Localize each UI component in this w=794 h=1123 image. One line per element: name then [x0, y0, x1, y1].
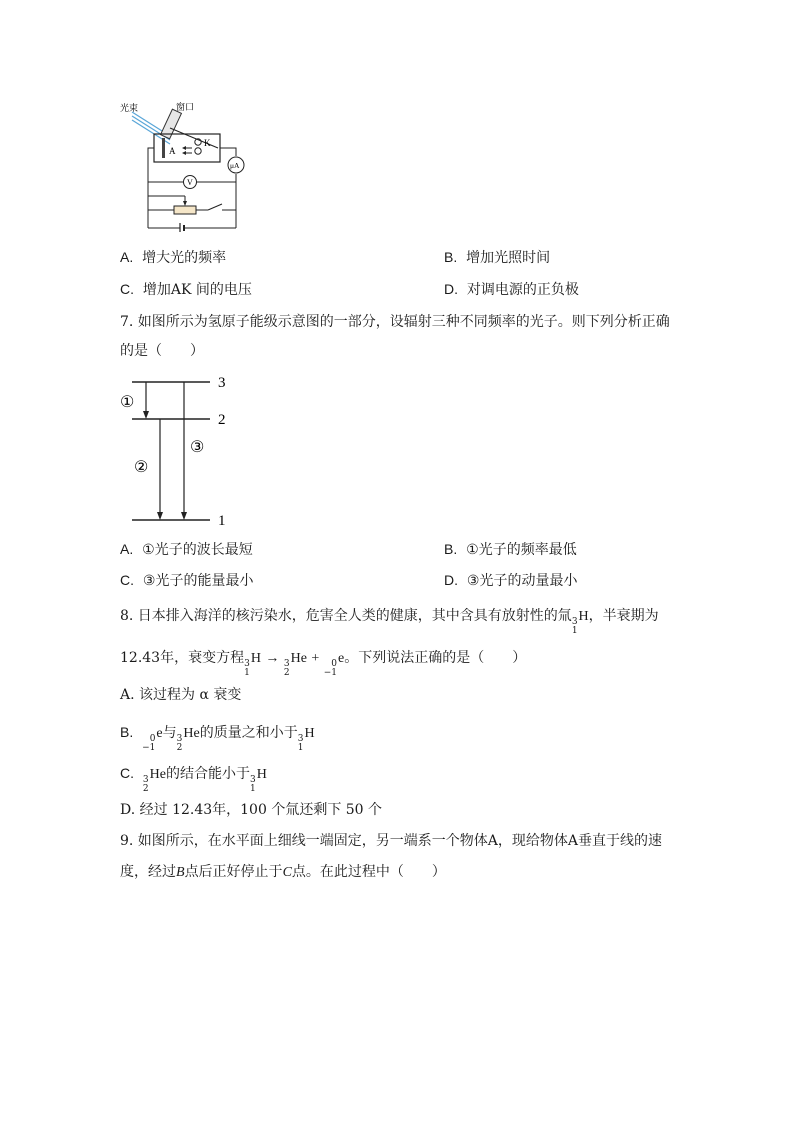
option-letter: D.	[444, 281, 458, 297]
q7-stem-line1: 7. 如图所示为氢原子能级示意图的一部分，设辐射三种不同频率的光子。则下列分析正确	[120, 314, 670, 330]
transition-label-2: ②	[134, 459, 149, 476]
q8-stem-line2: 12.43年，衰变方程 3 1 H → 3 2 He + 0 −1 e。下列说法正确的是（ ）	[120, 650, 527, 678]
q6-option-a[interactable]	[120, 247, 226, 268]
label-anode: A	[169, 146, 176, 156]
option-letter: C.	[120, 572, 134, 588]
option-text: ③光子的动量最小	[466, 573, 578, 589]
q8-option-c[interactable]: C. 3 2 He的结合能小于 3 1 H	[120, 765, 267, 794]
q8-line1-post: ，半衰期为	[588, 608, 659, 624]
option-letter: C.	[120, 281, 134, 297]
transition-label-3: ③	[190, 439, 205, 456]
label-light-beam: 光束	[120, 103, 139, 113]
label-ammeter: μA	[230, 161, 240, 170]
q6-option-b[interactable]	[444, 247, 550, 268]
q8-line1-pre: 8. 日本排入海洋的核污染水，危害全人类的健康，其中含具有放射性的氚	[120, 608, 572, 624]
energy-level-diagram	[118, 372, 238, 528]
q7-option-d[interactable]	[444, 570, 577, 591]
tritium-nuclide: 3 1	[571, 617, 578, 636]
option-text: ①光子的波长最短	[142, 542, 253, 558]
q8-stem-line1: 8. 日本排入海洋的核污染水，危害全人类的健康，其中含具有放射性的氚 3 1 H，半衰期为	[120, 608, 659, 636]
q8-option-a[interactable]: A. 该过程为 α 衰变	[120, 687, 242, 703]
label-window: 窗口	[176, 102, 195, 112]
photoelectric-circuit-figure	[118, 98, 258, 232]
point-B: B	[176, 865, 185, 880]
label-voltmeter: V	[187, 178, 193, 187]
q8-option-d[interactable]: D. 经过 12.43年，100 个氚还剩下 50 个	[120, 802, 383, 818]
q8-option-b[interactable]: B. 0 −1 e与 3 2 He的质量之和小于 3 1 H	[120, 724, 315, 753]
option-letter: D.	[444, 572, 458, 588]
q8-line2-pre: 12.43年，衰变方程	[120, 650, 245, 666]
q7-option-b[interactable]	[444, 539, 577, 560]
option-text: 增加光照时间	[466, 250, 551, 266]
option-letter: B.	[444, 541, 458, 557]
option-letter: A.	[120, 541, 134, 557]
q6-option-c[interactable]	[120, 279, 252, 300]
point-C: C	[282, 865, 292, 880]
q9-stem-line2: 度，经过B点后正好停止于C点。在此过程中（ ）	[120, 864, 446, 880]
label-cathode: K	[204, 138, 211, 148]
q9-stem-line1: 9. 如图所示，在水平面上细线一端固定，另一端系一个物体A，现给物体A垂直于线的速	[120, 833, 663, 849]
option-letter: A.	[120, 249, 134, 265]
option-letter: B.	[444, 249, 458, 265]
q6-option-d[interactable]	[444, 279, 579, 300]
option-text: ①光子的频率最低	[466, 542, 577, 558]
level-label-1: 1	[218, 513, 226, 528]
level-label-3: 3	[218, 375, 226, 391]
q7-option-a[interactable]	[120, 539, 253, 560]
reaction-arrow: →	[265, 651, 280, 666]
transition-label-1: ①	[120, 394, 135, 411]
level-label-2: 2	[218, 412, 226, 428]
option-text: 增加AK 间的电压	[142, 282, 252, 298]
option-text: ③光子的能量最小	[142, 573, 254, 589]
option-text: 对调电源的正负极	[466, 282, 579, 298]
q7-stem-line2: 的是（ ）	[120, 343, 204, 359]
option-text: 增大光的频率	[142, 250, 227, 266]
q7-option-c[interactable]	[120, 570, 253, 591]
q8-line2-post: 。下列说法正确的是（ ）	[344, 650, 527, 666]
